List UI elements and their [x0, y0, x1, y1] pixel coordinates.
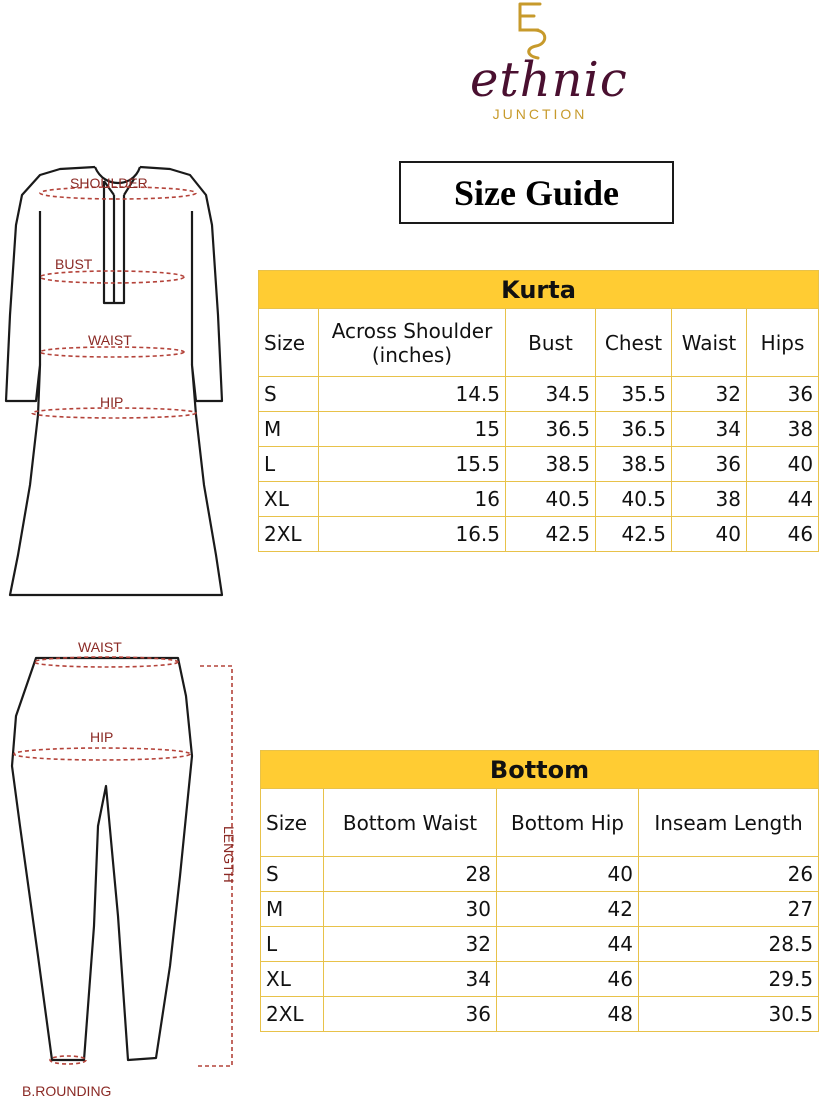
value-cell: 40: [672, 517, 747, 552]
table-row: [259, 482, 819, 517]
value-cell: 14.5: [319, 377, 506, 412]
value-cell: 16.5: [319, 517, 506, 552]
value-cell: 36: [672, 447, 747, 482]
col-waist: Waist: [672, 309, 747, 377]
table-row: [261, 857, 819, 892]
size-cell: 2XL: [261, 997, 324, 1032]
brand-name: ethnic: [470, 52, 628, 108]
size-cell: M: [259, 412, 319, 447]
table-row: [259, 377, 819, 412]
kurta-diagram: [0, 155, 230, 605]
value-cell: 42: [497, 892, 639, 927]
value-cell: 36.5: [506, 412, 596, 447]
value-cell: 40.5: [596, 482, 672, 517]
value-cell: 36.5: [596, 412, 672, 447]
value-cell: 38.5: [596, 447, 672, 482]
size-cell: XL: [261, 962, 324, 997]
pants-outline: [12, 658, 192, 1060]
size-cell: L: [261, 927, 324, 962]
value-cell: 34.5: [506, 377, 596, 412]
hip-label: HIP: [100, 394, 124, 410]
col-size: Size: [261, 789, 324, 857]
table-row: [259, 447, 819, 482]
col-size: Size: [259, 309, 319, 377]
col-bottom-waist: Bottom Waist: [324, 789, 497, 857]
col-bottom-hip: Bottom Hip: [497, 789, 639, 857]
value-cell: 48: [497, 997, 639, 1032]
bottom-size-table: [260, 750, 819, 1032]
col-across-shoulder-label: Across Shoulder: [331, 318, 493, 343]
bust-measure-line: [40, 271, 184, 283]
value-cell: 46: [497, 962, 639, 997]
kurta-table-title: Kurta: [259, 271, 819, 309]
shoulder-label: SHOULDER: [70, 175, 148, 191]
bottom-table-header: [261, 751, 819, 789]
size-cell: XL: [259, 482, 319, 517]
value-cell: 44: [747, 482, 819, 517]
kurta-placket: [104, 179, 134, 303]
value-cell: 32: [324, 927, 497, 962]
kurta-table-header: [259, 271, 819, 309]
value-cell: 15.5: [319, 447, 506, 482]
value-cell: 40: [497, 857, 639, 892]
table-row: [261, 892, 819, 927]
value-cell: 27: [639, 892, 819, 927]
col-across-shoulder: [319, 309, 506, 377]
bottom-waist-label: WAIST: [78, 639, 122, 655]
size-cell: M: [261, 892, 324, 927]
value-cell: 38: [747, 412, 819, 447]
table-row: [261, 962, 819, 997]
value-cell: 16: [319, 482, 506, 517]
size-cell: 2XL: [259, 517, 319, 552]
value-cell: 36: [324, 997, 497, 1032]
value-cell: 46: [747, 517, 819, 552]
bottom-column-headers: [261, 789, 819, 857]
kurta-size-table: [258, 270, 819, 552]
brand-subname: JUNCTION: [492, 106, 588, 122]
value-cell: 30: [324, 892, 497, 927]
bottom-hip-label: HIP: [90, 729, 114, 745]
value-cell: 42.5: [596, 517, 672, 552]
value-cell: 28: [324, 857, 497, 892]
value-cell: 34: [672, 412, 747, 447]
col-chest: Chest: [596, 309, 672, 377]
value-cell: 38.5: [506, 447, 596, 482]
bottom-diagram: [0, 636, 250, 1099]
length-label: LENGTH: [221, 826, 237, 883]
kurta-column-headers: [259, 309, 819, 377]
value-cell: 29.5: [639, 962, 819, 997]
bottom-hip-measure-line: [14, 748, 190, 760]
value-cell: 35.5: [596, 377, 672, 412]
value-cell: 15: [319, 412, 506, 447]
size-cell: L: [259, 447, 319, 482]
waist-label: WAIST: [88, 332, 132, 348]
value-cell: 44: [497, 927, 639, 962]
value-cell: 26: [639, 857, 819, 892]
value-cell: 40.5: [506, 482, 596, 517]
value-cell: 42.5: [506, 517, 596, 552]
value-cell: 34: [324, 962, 497, 997]
value-cell: 38: [672, 482, 747, 517]
size-cell: S: [261, 857, 324, 892]
rounding-label: B.ROUNDING: [22, 1083, 112, 1099]
value-cell: 36: [747, 377, 819, 412]
brand-logo: [470, 0, 628, 128]
value-cell: 40: [747, 447, 819, 482]
value-cell: 30.5: [639, 997, 819, 1032]
value-cell: 32: [672, 377, 747, 412]
bust-label: BUST: [55, 256, 93, 272]
col-bust: Bust: [506, 309, 596, 377]
table-row: [259, 412, 819, 447]
size-cell: S: [259, 377, 319, 412]
waist-measure-line: [40, 347, 184, 357]
value-cell: 28.5: [639, 927, 819, 962]
bottom-table-title: Bottom: [261, 751, 819, 789]
table-row: [261, 997, 819, 1032]
col-across-shoulder-unit: (inches): [371, 342, 453, 367]
col-hips: Hips: [747, 309, 819, 377]
col-inseam-length: Inseam Length: [639, 789, 819, 857]
table-row: [261, 927, 819, 962]
page-title: Size Guide: [399, 161, 674, 224]
table-row: [259, 517, 819, 552]
